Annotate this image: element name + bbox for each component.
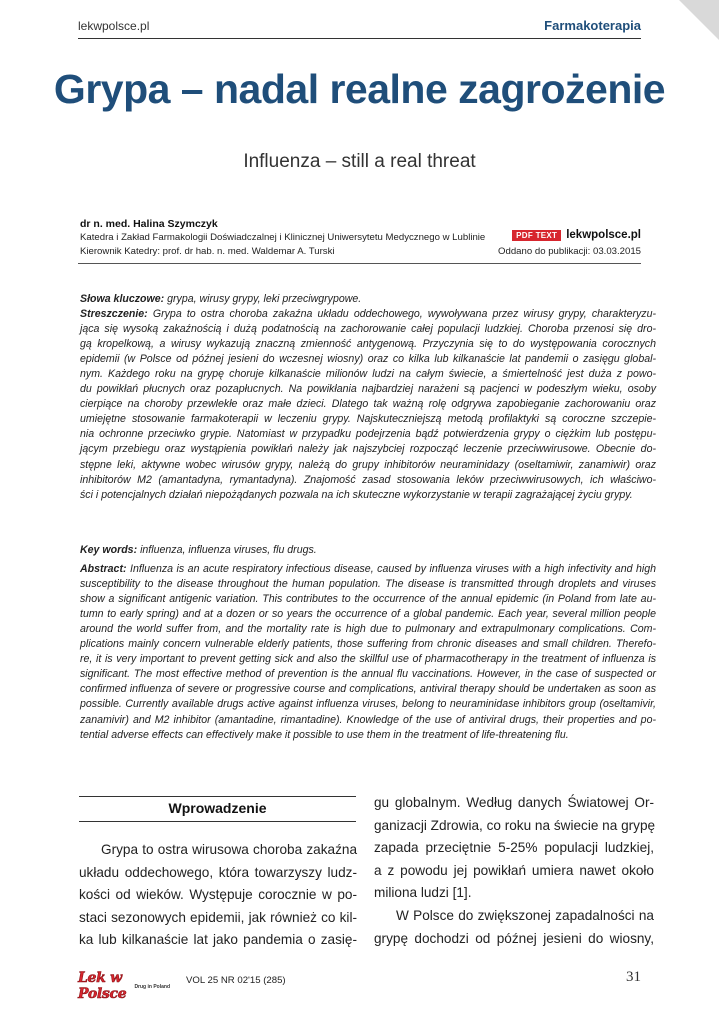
abstract-pl xyxy=(80,292,656,503)
body-line: grypę dochodzi od późnej jesieni do wiosny, xyxy=(374,930,654,946)
journal-logo xyxy=(78,970,174,1002)
abstract-en-label: Abstract: xyxy=(80,563,127,576)
keywords-pl xyxy=(80,292,656,307)
keywords-en xyxy=(80,543,656,558)
abstract-en-line: possible. Currently available drugs active against influenza viruses, belong to neuraminidase inhibitors group (oseltamivir, xyxy=(80,698,656,711)
summary-pl-line: nym. Każdego roku na grypę choruje kilkanaście milionów ludzi na całym świecie, a śmiertelność jest duża z powo- xyxy=(80,368,656,381)
article-title: Grypa – nadal realne zagrożenie xyxy=(53,66,666,112)
keywords-pl-label: Słowa kluczowe: xyxy=(80,293,165,305)
abstract-en-line: confirmed influenza of severe or progressive course and complications, antiviral therapy should be undertaken as soon as xyxy=(80,683,656,696)
summary-pl-line: du powikłań płucnych oraz pozapłucnych. Na powikłania najbardziej narażeni są pacjenci w podeszłym wieku, osoby xyxy=(80,383,656,396)
header-section-name: Farmakoterapia xyxy=(544,18,641,33)
section-heading: Wprowadzenie xyxy=(168,800,267,816)
abstract-en-line: significant. The most effective method of prevention is the annual flu vaccinations. However, in the case of suspected or xyxy=(80,668,656,681)
pdf-badge[interactable]: PDF TEXT xyxy=(512,230,561,241)
summary-pl-line: jąca się wysoką zakaźnością i dużą podatnością na zachorowanie całej populacji ludzkiej. Choroba przenosi się dro- xyxy=(80,323,656,336)
header-rule xyxy=(78,38,641,39)
summary-pl-line: ści i potencjalnych działań niepożądanych pozwala na ich skuteczne wykorzystanie w terapii zagrażającej życiu grypy. xyxy=(80,488,633,501)
body-line: układu oddechowego, która towarzyszy ludz- xyxy=(79,864,357,880)
department-head: Kierownik Katedry: prof. dr hab. n. med. Waldemar A. Turski xyxy=(80,246,335,257)
summary-pl-line: gą kropelkową, a wirusy wykazują znaczną zmienność antygenową. Przyczynia się to do występowania corocznych xyxy=(80,338,656,351)
journal-logo-subtext: Drug in Poland xyxy=(134,984,170,990)
abstract-en-line: Abstract: Influenza is an acute respiratory infectious disease, caused by influenza viruses with a high infectivity and high xyxy=(80,563,657,576)
section-heading-rule-top xyxy=(79,796,356,797)
keywords-en-label: Key words: xyxy=(80,544,138,556)
intro-left-column xyxy=(79,839,357,952)
summary-pl-line: Streszczenie: Grypa to ostra choroba zakaźna układu oddechowego, wywoływana przez wirusy grypy, charakteryzu- xyxy=(80,308,657,321)
abstract-en-line: plications mainly concern vulnerable elderly patients, those suffering from chronic diseases and small children. Therefo- xyxy=(80,638,656,651)
summary-pl-line: inhibitorów M2 (amantadyna, rymantadyna). Znajomość zasad stosowania leków przeciwwirusowych, ich właściwo- xyxy=(80,473,656,486)
abstract-en-line: tential adverse effects can effectively make it possible to use them in the treatment of life-threatening flu. xyxy=(80,728,569,741)
abstract-en-line: around the world suffer from, and the mortality rate is high due to pulmonary and extrapulmonary complications. Com- xyxy=(80,623,656,636)
footer-volume: VOL 25 NR 02'15 (285) xyxy=(186,975,286,986)
intro-right-column xyxy=(374,792,654,950)
abstract-en-line: re, it is very important to prevent getting sick and also the skillful use of pharmacotherapy in the treatment of influenza is xyxy=(80,653,656,666)
body-line: gu globalnym. Według danych Światowej Or- xyxy=(374,795,654,810)
pdf-link[interactable] xyxy=(512,229,641,241)
body-line: Grypa to ostra wirusowa choroba zakaźna xyxy=(101,842,357,857)
section-heading-rule-bottom xyxy=(79,821,356,822)
header-site-url[interactable]: lekwpolsce.pl xyxy=(78,19,150,33)
page-number: 31 xyxy=(626,969,641,985)
journal-logo-text: Lek w Polsce xyxy=(78,970,127,1002)
summary-pl-line: umiejętne stosowanie farmakoterapii w leczeniu grypy. Najskuteczniejszą metodą profilaktyki są coroczne szczepie- xyxy=(80,413,656,426)
abstract-en-line: susceptibility to the disease throughout the human population. The disease is transmitted through droplets and viruses xyxy=(80,578,656,591)
body-line: ka lub kilkanaście lat jako pandemia o zasię- xyxy=(79,932,357,948)
publication-date: Oddano do publikacji: 03.03.2015 xyxy=(498,246,641,257)
article-subtitle: Influenza – still a real threat xyxy=(243,151,476,172)
page-corner-fold xyxy=(679,0,719,40)
pdf-site-url[interactable]: lekwpolsce.pl xyxy=(566,229,641,241)
summary-pl-line: jącym przebiegu oraz wystąpienia powikłań należy jak najszybciej rozpocząć leczenie przeciwwirusowe. Obecnie do- xyxy=(80,443,656,456)
author-affiliation: Katedra i Zakład Farmakologii Doświadczalnej i Klinicznej Uniwersytetu Medycznego w Lublinie xyxy=(80,232,486,243)
summary-pl-line: cierpiące na choroby przewlekłe oraz małe dzieci. Dlatego tak ważną rolę odgrywa zapobieganie zachorowaniu oraz xyxy=(80,398,656,411)
body-line: miliona ludzi [1]. xyxy=(374,885,472,901)
abstract-en-line: zanamivir) and M2 inhibitor (amantadine, rimantadine). Knowledge of the use of antiviral drugs, their properties and po- xyxy=(80,713,656,726)
body-line: a z powodu jej powikłań umiera nawet około xyxy=(374,862,654,878)
summary-pl-label: Streszczenie: xyxy=(80,308,148,321)
summary-pl-line: stępne leki, aktywne wobec wirusów grypy, należą do grupy inhibitorów neuraminidazy (oseltamiwir, zanamiwir) oraz xyxy=(80,458,656,471)
keywords-en-text: influenza, influenza viruses, flu drugs. xyxy=(140,544,317,556)
abstract-en xyxy=(80,543,656,743)
keywords-pl-text: grypa, wirusy grypy, leki przeciwgrypowe. xyxy=(167,293,362,305)
summary-pl-line: epidemii (w Polsce od późnej jesieni do wczesnej wiosny) oraz co kilka lub kilkanaście lat pandemii o zasięgu global- xyxy=(80,353,656,366)
body-line: staci sezonowych epidemii, jak również co kil- xyxy=(79,909,357,925)
body-line: ganizacji Zdrowia, co roku na świecie na grypę xyxy=(374,817,656,833)
body-line: W Polsce do zwiększonej zapadalności na xyxy=(396,907,654,923)
abstract-en-line: tumn to early spring) and at a dozen or so years the occurrence of a global pandemic. Each year, several million people xyxy=(80,608,656,621)
summary-pl-line: nia ochronne przeciwko grypie. Natomiast w przypadku podejrzenia bądź potwierdzenia grypy o ciężkim lub postępu- xyxy=(80,428,656,441)
body-line: zapada przeciętnie 5-25% populacji ludzkiej, xyxy=(374,840,654,856)
author-name: dr n. med. Halina Szymczyk xyxy=(80,218,218,230)
author-rule xyxy=(78,263,641,264)
abstract-en-line: show a significant antigenic variation. This contributes to the occurrence of the annual epidemic (in Poland from late au- xyxy=(80,593,656,606)
body-line: kości od wieków. Występuje corocznie w po- xyxy=(79,887,357,903)
